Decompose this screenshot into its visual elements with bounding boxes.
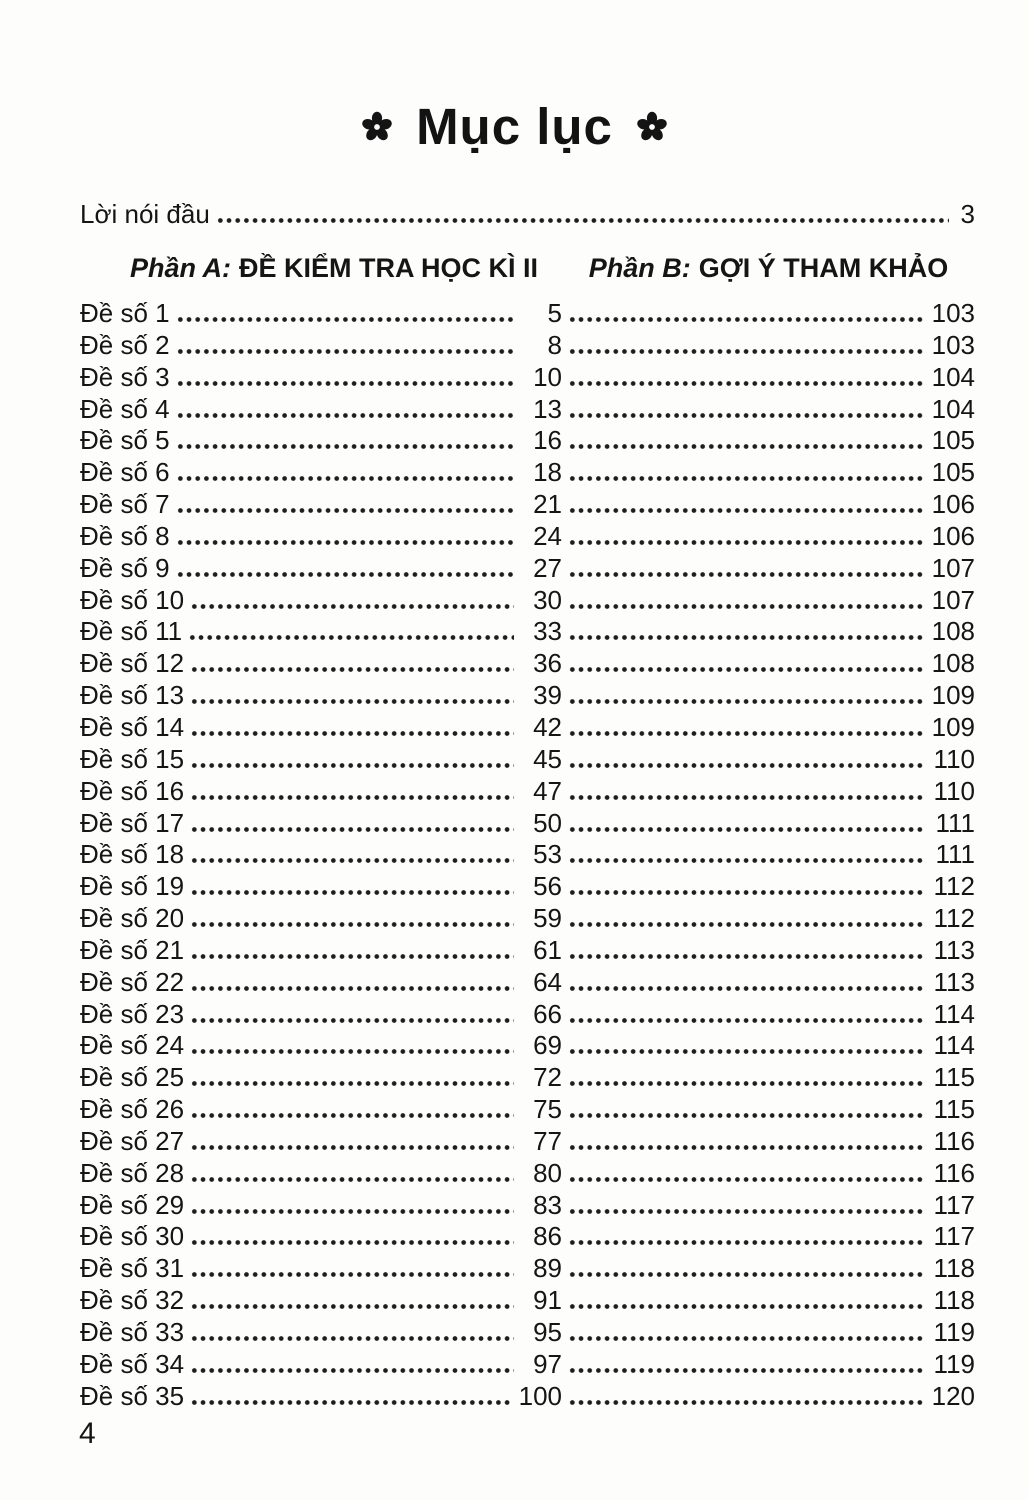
entry-page-b: 113 bbox=[933, 966, 975, 997]
dot-leader bbox=[568, 476, 923, 481]
entry-label: Đề số 30 bbox=[80, 1221, 185, 1252]
entry-label: Đề số 22 bbox=[80, 966, 185, 997]
table-row bbox=[80, 744, 975, 776]
section-b-header bbox=[562, 251, 975, 285]
entry-page-a: 61 bbox=[533, 934, 562, 965]
dot-leader bbox=[176, 476, 514, 481]
preface-entry bbox=[80, 197, 975, 231]
dot-leader bbox=[568, 349, 923, 354]
dot-leader bbox=[568, 413, 923, 418]
dot-leader bbox=[176, 444, 514, 449]
preface-label: Lời nói đầu bbox=[80, 199, 210, 229]
section-b-prefix: Phần B: bbox=[588, 253, 691, 283]
entry-page-b: 115 bbox=[933, 1062, 975, 1093]
dot-leader bbox=[176, 317, 514, 322]
table-row bbox=[80, 1030, 975, 1062]
row-section-b bbox=[562, 1030, 975, 1062]
row-section-a bbox=[80, 1349, 562, 1381]
row-section-b bbox=[562, 1126, 975, 1158]
row-section-a bbox=[80, 1094, 562, 1126]
dot-leader bbox=[568, 1240, 923, 1245]
entry-label: Đề số 32 bbox=[80, 1285, 185, 1316]
entry-page-b: 105 bbox=[931, 425, 975, 456]
entry-page-a: 66 bbox=[533, 998, 562, 1029]
table-row bbox=[80, 521, 975, 553]
dot-leader bbox=[568, 508, 923, 513]
dot-leader bbox=[176, 413, 514, 418]
page-title: Mục lục bbox=[416, 98, 613, 155]
table-row bbox=[80, 1253, 975, 1285]
dot-leader bbox=[176, 540, 514, 545]
entry-page-a: 53 bbox=[533, 839, 562, 870]
dot-leader bbox=[190, 1049, 514, 1054]
row-section-b bbox=[562, 967, 975, 999]
entry-page-a: 72 bbox=[533, 1062, 562, 1093]
dot-leader bbox=[568, 1209, 923, 1214]
dot-leader bbox=[190, 1113, 514, 1118]
dot-leader bbox=[568, 858, 923, 863]
row-section-a bbox=[80, 425, 562, 457]
entry-page-a: 42 bbox=[533, 711, 562, 742]
row-section-a bbox=[80, 1030, 562, 1062]
entry-page-b: 118 bbox=[933, 1253, 975, 1284]
row-section-a bbox=[80, 585, 562, 617]
entry-page-a: 75 bbox=[533, 1094, 562, 1125]
dot-leader bbox=[190, 667, 514, 672]
row-section-a bbox=[80, 1253, 562, 1285]
entry-page-b: 104 bbox=[931, 361, 975, 392]
entry-label: Đề số 5 bbox=[80, 425, 170, 456]
row-section-b bbox=[562, 362, 975, 394]
row-section-a bbox=[80, 298, 562, 330]
row-section-b bbox=[562, 680, 975, 712]
dot-leader bbox=[190, 1368, 514, 1373]
table-row bbox=[80, 712, 975, 744]
table-row bbox=[80, 394, 975, 426]
dot-leader bbox=[190, 922, 514, 927]
entry-label: Đề số 21 bbox=[80, 934, 185, 965]
table-row bbox=[80, 1381, 975, 1413]
section-a-prefix: Phần A: bbox=[129, 253, 231, 283]
row-section-a bbox=[80, 808, 562, 840]
entry-page-a: 50 bbox=[533, 807, 562, 838]
dot-leader bbox=[190, 731, 514, 736]
dot-leader bbox=[190, 604, 514, 609]
table-row bbox=[80, 999, 975, 1031]
row-section-a bbox=[80, 999, 562, 1031]
row-section-a bbox=[80, 394, 562, 426]
entry-page-b: 114 bbox=[933, 1030, 975, 1061]
row-section-a bbox=[80, 1221, 562, 1253]
dot-leader bbox=[568, 1049, 923, 1054]
row-section-a bbox=[80, 1126, 562, 1158]
row-section-b bbox=[562, 1253, 975, 1285]
table-row bbox=[80, 1317, 975, 1349]
table-row bbox=[80, 1062, 975, 1094]
entry-page-a: 33 bbox=[533, 616, 562, 647]
table-row bbox=[80, 1221, 975, 1253]
dot-leader bbox=[188, 635, 514, 640]
entry-page-b: 104 bbox=[931, 393, 975, 424]
flower-icon bbox=[635, 110, 669, 144]
row-section-b bbox=[562, 1349, 975, 1381]
entry-page-b: 113 bbox=[933, 934, 975, 965]
row-section-a bbox=[80, 712, 562, 744]
dot-leader bbox=[190, 954, 514, 959]
table-row bbox=[80, 425, 975, 457]
dot-leader bbox=[568, 922, 923, 927]
row-section-b bbox=[562, 489, 975, 521]
dot-leader bbox=[568, 572, 923, 577]
entry-label: Đề số 16 bbox=[80, 775, 185, 806]
section-b-title: GỢI Ý THAM KHẢO bbox=[698, 253, 949, 283]
dot-leader bbox=[190, 763, 514, 768]
entry-page-a: 30 bbox=[533, 584, 562, 615]
row-section-a bbox=[80, 776, 562, 808]
row-section-b bbox=[562, 394, 975, 426]
dot-leader bbox=[568, 795, 923, 800]
entry-page-a: 21 bbox=[533, 489, 562, 520]
row-section-b bbox=[562, 1158, 975, 1190]
dot-leader bbox=[190, 858, 514, 863]
row-section-b bbox=[562, 808, 975, 840]
dot-leader bbox=[176, 381, 514, 386]
entry-page-a: 77 bbox=[533, 1125, 562, 1156]
dot-leader bbox=[568, 1018, 923, 1023]
entry-label: Đề số 33 bbox=[80, 1317, 185, 1347]
toc-rows bbox=[80, 298, 975, 1413]
row-section-b bbox=[562, 871, 975, 903]
entry-page-b: 107 bbox=[931, 584, 975, 615]
entry-label: Đề số 27 bbox=[80, 1125, 185, 1156]
section-headers bbox=[80, 251, 975, 285]
dot-leader bbox=[568, 1272, 923, 1277]
row-section-a bbox=[80, 553, 562, 585]
dot-leader bbox=[190, 1240, 514, 1245]
entry-page-b: 105 bbox=[931, 457, 975, 488]
entry-page-b: 110 bbox=[933, 743, 975, 774]
entry-page-b: 103 bbox=[931, 329, 975, 360]
row-section-a bbox=[80, 521, 562, 553]
entry-label: Đề số 12 bbox=[80, 648, 185, 679]
entry-page-a: 91 bbox=[533, 1285, 562, 1316]
entry-label: Đề số 10 bbox=[80, 584, 185, 615]
entry-page-a: 39 bbox=[533, 680, 562, 711]
row-section-a bbox=[80, 935, 562, 967]
table-row bbox=[80, 1285, 975, 1317]
entry-label: Đề số 18 bbox=[80, 839, 185, 870]
entry-page-b: 111 bbox=[935, 839, 975, 870]
entry-label: Đề số 6 bbox=[80, 457, 170, 488]
entry-page-a: 16 bbox=[533, 425, 562, 456]
dot-leader bbox=[190, 827, 514, 832]
dot-leader bbox=[568, 1113, 923, 1118]
section-a-title: ĐỀ KIỂM TRA HỌC KÌ II bbox=[238, 253, 538, 283]
entry-page-a: 27 bbox=[533, 552, 562, 583]
entry-label: Đề số 7 bbox=[80, 489, 170, 520]
entry-page-b: 107 bbox=[931, 552, 975, 583]
table-row bbox=[80, 1190, 975, 1222]
dot-leader bbox=[568, 890, 923, 895]
entry-page-b: 109 bbox=[931, 711, 975, 742]
entry-page-a: 10 bbox=[533, 361, 562, 392]
row-section-a bbox=[80, 616, 562, 648]
table-row bbox=[80, 1158, 975, 1190]
row-section-b bbox=[562, 457, 975, 489]
entry-page-a: 97 bbox=[533, 1348, 562, 1379]
row-section-a bbox=[80, 744, 562, 776]
dot-leader bbox=[568, 635, 923, 640]
entry-page-b: 111 bbox=[935, 807, 975, 838]
entry-page-b: 119 bbox=[933, 1348, 975, 1379]
preface-page-number: 3 bbox=[960, 199, 975, 229]
dot-leader bbox=[190, 1336, 514, 1341]
entry-page-b: 116 bbox=[933, 1125, 975, 1156]
dot-leader bbox=[190, 699, 514, 704]
dot-leader bbox=[190, 890, 514, 895]
entry-page-a: 8 bbox=[547, 329, 562, 360]
dot-leader bbox=[216, 218, 949, 223]
entry-page-b: 118 bbox=[933, 1285, 975, 1316]
table-row bbox=[80, 553, 975, 585]
row-section-a bbox=[80, 1285, 562, 1317]
dot-leader bbox=[568, 1177, 923, 1182]
entry-page-a: 45 bbox=[533, 743, 562, 774]
table-row bbox=[80, 776, 975, 808]
row-section-b bbox=[562, 1062, 975, 1094]
entry-label: Đề số 17 bbox=[80, 807, 185, 838]
entry-label: Đề số 25 bbox=[80, 1062, 185, 1093]
entry-page-a: 100 bbox=[518, 1380, 562, 1411]
row-section-b bbox=[562, 298, 975, 330]
row-section-a bbox=[80, 967, 562, 999]
dot-leader bbox=[190, 1177, 514, 1182]
row-section-b bbox=[562, 776, 975, 808]
dot-leader bbox=[568, 1145, 923, 1150]
table-row bbox=[80, 585, 975, 617]
entry-label: Đề số 19 bbox=[80, 871, 185, 902]
dot-leader bbox=[176, 572, 514, 577]
table-row bbox=[80, 903, 975, 935]
entry-page-b: 108 bbox=[931, 616, 975, 647]
entry-page-b: 106 bbox=[931, 520, 975, 551]
dot-leader bbox=[568, 763, 923, 768]
entry-label: Đề số 3 bbox=[80, 361, 170, 392]
entry-page-a: 89 bbox=[533, 1253, 562, 1284]
entry-page-a: 24 bbox=[533, 520, 562, 551]
row-section-b bbox=[562, 903, 975, 935]
row-section-b bbox=[562, 1285, 975, 1317]
entry-label: Đề số 15 bbox=[80, 743, 185, 774]
row-section-b bbox=[562, 1221, 975, 1253]
entry-label: Đề số 31 bbox=[80, 1253, 185, 1284]
entry-page-b: 115 bbox=[933, 1094, 975, 1125]
entry-label: Đề số 35 bbox=[80, 1380, 185, 1411]
row-section-b bbox=[562, 1317, 975, 1349]
dot-leader bbox=[190, 986, 514, 991]
dot-leader bbox=[176, 349, 514, 354]
row-section-a bbox=[80, 362, 562, 394]
dot-leader bbox=[568, 731, 923, 736]
entry-label: Đề số 11 bbox=[80, 616, 183, 647]
entry-label: Đề số 2 bbox=[80, 329, 170, 360]
entry-page-a: 59 bbox=[533, 903, 562, 934]
table-row bbox=[80, 1349, 975, 1381]
row-section-b bbox=[562, 839, 975, 871]
entry-label: Đề số 34 bbox=[80, 1348, 185, 1379]
row-section-a bbox=[80, 489, 562, 521]
table-row bbox=[80, 1126, 975, 1158]
dot-leader bbox=[190, 1304, 514, 1309]
entry-label: Đề số 23 bbox=[80, 998, 185, 1029]
entry-page-b: 116 bbox=[933, 1157, 975, 1188]
entry-page-b: 106 bbox=[931, 489, 975, 520]
dot-leader bbox=[568, 1081, 923, 1086]
table-row bbox=[80, 298, 975, 330]
entry-page-a: 13 bbox=[533, 393, 562, 424]
entry-page-b: 112 bbox=[933, 903, 975, 934]
entry-page-a: 47 bbox=[533, 775, 562, 806]
dot-leader bbox=[568, 1400, 923, 1405]
dot-leader bbox=[568, 1368, 923, 1373]
dot-leader bbox=[568, 827, 923, 832]
dot-leader bbox=[190, 1081, 514, 1086]
flower-icon bbox=[360, 110, 394, 144]
dot-leader bbox=[190, 1018, 514, 1023]
dot-leader bbox=[568, 1336, 923, 1341]
dot-leader bbox=[568, 381, 923, 386]
table-row bbox=[80, 616, 975, 648]
row-section-b bbox=[562, 1190, 975, 1222]
table-row bbox=[80, 808, 975, 840]
row-section-b bbox=[562, 330, 975, 362]
row-section-b bbox=[562, 1094, 975, 1126]
table-row bbox=[80, 457, 975, 489]
page-title-row bbox=[0, 98, 1029, 156]
table-row bbox=[80, 871, 975, 903]
dot-leader bbox=[190, 1272, 514, 1277]
entry-page-a: 69 bbox=[533, 1030, 562, 1061]
row-section-b bbox=[562, 1381, 975, 1413]
entry-page-b: 109 bbox=[931, 680, 975, 711]
entry-label: Đề số 29 bbox=[80, 1189, 185, 1220]
table-row bbox=[80, 935, 975, 967]
row-section-a bbox=[80, 1062, 562, 1094]
row-section-a bbox=[80, 1381, 562, 1413]
entry-page-a: 18 bbox=[533, 457, 562, 488]
entry-page-a: 36 bbox=[533, 648, 562, 679]
row-section-b bbox=[562, 425, 975, 457]
row-section-a bbox=[80, 330, 562, 362]
table-row bbox=[80, 362, 975, 394]
entry-label: Đề số 9 bbox=[80, 552, 170, 583]
table-row bbox=[80, 330, 975, 362]
entry-page-a: 64 bbox=[533, 966, 562, 997]
entry-label: Đề số 8 bbox=[80, 520, 170, 551]
dot-leader bbox=[190, 795, 514, 800]
entry-label: Đề số 1 bbox=[80, 298, 170, 328]
row-section-a bbox=[80, 871, 562, 903]
dot-leader bbox=[568, 986, 923, 991]
entry-page-b: 117 bbox=[933, 1221, 975, 1252]
entry-label: Đề số 26 bbox=[80, 1094, 185, 1125]
dot-leader bbox=[568, 1304, 923, 1309]
row-section-a bbox=[80, 457, 562, 489]
entry-page-b: 108 bbox=[931, 648, 975, 679]
table-row bbox=[80, 839, 975, 871]
entry-page-a: 80 bbox=[533, 1157, 562, 1188]
dot-leader bbox=[568, 954, 923, 959]
entry-page-b: 119 bbox=[933, 1317, 975, 1347]
row-section-a bbox=[80, 680, 562, 712]
row-section-a bbox=[80, 1317, 562, 1349]
row-section-b bbox=[562, 616, 975, 648]
entry-label: Đề số 4 bbox=[80, 393, 170, 424]
table-row bbox=[80, 967, 975, 999]
dot-leader bbox=[568, 699, 923, 704]
table-row bbox=[80, 680, 975, 712]
entry-page-b: 110 bbox=[933, 775, 975, 806]
dot-leader bbox=[568, 540, 923, 545]
entry-page-a: 86 bbox=[533, 1221, 562, 1252]
row-section-b bbox=[562, 585, 975, 617]
dot-leader bbox=[568, 317, 923, 322]
row-section-b bbox=[562, 935, 975, 967]
row-section-b bbox=[562, 999, 975, 1031]
entry-page-b: 120 bbox=[931, 1380, 975, 1411]
entry-page-a: 5 bbox=[547, 298, 562, 328]
row-section-a bbox=[80, 1158, 562, 1190]
row-section-b bbox=[562, 553, 975, 585]
entry-label: Đề số 20 bbox=[80, 903, 185, 934]
entry-page-a: 56 bbox=[533, 871, 562, 902]
row-section-a bbox=[80, 903, 562, 935]
dot-leader bbox=[190, 1400, 513, 1405]
row-section-b bbox=[562, 521, 975, 553]
dot-leader bbox=[176, 508, 514, 513]
dot-leader bbox=[568, 444, 923, 449]
entry-page-b: 114 bbox=[933, 998, 975, 1029]
row-section-b bbox=[562, 744, 975, 776]
entry-page-a: 95 bbox=[533, 1317, 562, 1347]
entry-page-b: 103 bbox=[931, 298, 975, 328]
entry-page-b: 112 bbox=[933, 871, 975, 902]
dot-leader bbox=[190, 1209, 514, 1214]
entry-label: Đề số 13 bbox=[80, 680, 185, 711]
entry-label: Đề số 24 bbox=[80, 1030, 185, 1061]
table-row bbox=[80, 489, 975, 521]
page-number: 4 bbox=[79, 1417, 96, 1450]
entry-label: Đề số 14 bbox=[80, 711, 185, 742]
row-section-b bbox=[562, 648, 975, 680]
table-row bbox=[80, 648, 975, 680]
entry-page-a: 83 bbox=[533, 1189, 562, 1220]
section-a-header bbox=[80, 251, 562, 285]
entry-label: Đề số 28 bbox=[80, 1157, 185, 1188]
dot-leader bbox=[568, 604, 923, 609]
dot-leader bbox=[190, 1145, 514, 1150]
row-section-a bbox=[80, 1190, 562, 1222]
table-row bbox=[80, 1094, 975, 1126]
row-section-a bbox=[80, 839, 562, 871]
entry-page-b: 117 bbox=[933, 1189, 975, 1220]
row-section-a bbox=[80, 648, 562, 680]
dot-leader bbox=[568, 667, 923, 672]
row-section-b bbox=[562, 712, 975, 744]
